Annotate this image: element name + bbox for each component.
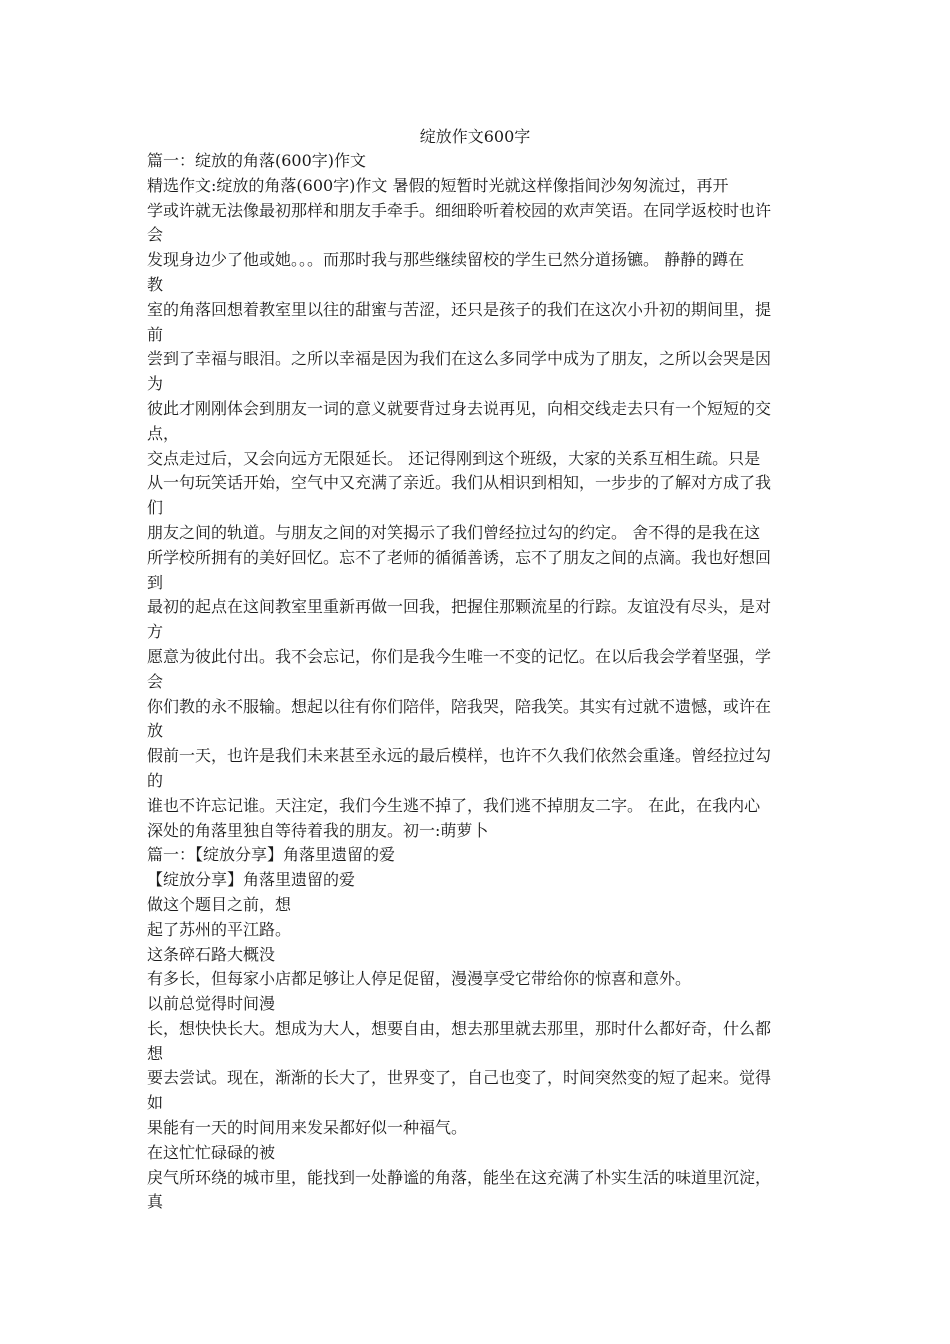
text-line: 朋友之间的轨道。与朋友之间的对笑揭示了我们曾经拉过勾的约定。 舍不得的是我在这	[147, 522, 761, 542]
text-line: 从一句玩笑话开始，空气中又充满了亲近。我们从相识到相知，一步步的了解对方成了我	[147, 473, 772, 493]
text-line: 做这个题目之前，想	[147, 894, 292, 914]
text-line: 教	[147, 274, 164, 294]
text-line: 的	[147, 770, 164, 790]
text-line: 谁也不许忘记谁。天注定，我们今生逃不掉了，我们逃不掉朋友二字。 在此，在我内心	[147, 795, 761, 815]
text-line: 为	[147, 374, 164, 394]
text-line: 前	[147, 324, 164, 344]
text-line: 假前一天，也许是我们未来甚至永远的最后模样，也许不久我们依然会重逢。曾经拉过勾	[147, 746, 772, 766]
text-line: 会	[147, 225, 164, 245]
text-line: 起了苏州的平江路。	[147, 919, 292, 939]
text-line: 篇一：【绽放分享】角落里遗留的爱	[147, 845, 396, 865]
text-line: 深处的角落里独自等待着我的朋友。初一:萌萝卜	[147, 820, 489, 840]
text-line: 到	[147, 572, 164, 592]
text-line: 学或许就无法像最初那样和朋友手牵手。细细聆听着校园的欢声笑语。在同学返校时也许	[147, 200, 772, 220]
text-line: 在这忙忙碌碌的被	[147, 1142, 276, 1162]
text-line: 交点走过后，又会向远方无限延长。 还记得刚到这个班级，大家的关系互相生疏。只是	[147, 448, 761, 468]
text-line: 果能有一天的时间用来发呆都好似一种福气。	[147, 1118, 468, 1138]
text-line: 要去尝试。现在，渐渐的长大了，世界变了，自己也变了，时间突然变的短了起来。觉得	[147, 1068, 772, 1088]
text-line: 精选作文:绽放的角落(600字)作文 暑假的短暂时光就这样像指间沙匆匆流过，再开	[147, 175, 729, 195]
text-line: 长，想快快长大。想成为大人，想要自由，想去那里就去那里，那时什么都好奇，什么都	[147, 1018, 772, 1038]
text-line: 所学校所拥有的美好回忆。忘不了老师的循循善诱，忘不了朋友之间的点滴。我也好想回	[147, 547, 772, 567]
text-line: 室的角落回想着教室里以往的甜蜜与苦涩，还只是孩子的我们在这次小升初的期间里，提	[147, 299, 772, 319]
text-line: 有多长，但每家小店都足够让人停足促留，漫漫享受它带给你的惊喜和意外。	[147, 969, 692, 989]
text-line: 真	[147, 1192, 164, 1212]
text-line: 愿意为彼此付出。我不会忘记，你们是我今生唯一不变的记忆。在以后我会学着坚强，学	[147, 646, 772, 666]
text-line: 戾气所环绕的城市里，能找到一处静谧的角落，能坐在这充满了朴实生活的味道里沉淀，	[147, 1167, 772, 1187]
text-line: 发现身边少了他或她。。。而那时我与那些继续留校的学生已然分道扬镳。 静静的蹲在	[147, 250, 745, 270]
text-line: 以前总觉得时间漫	[147, 994, 276, 1014]
text-line: 最初的起点在这间教室里重新再做一回我，把握住那颗流星的行踪。友谊没有尽头，是对	[147, 597, 772, 617]
text-line: 放	[147, 721, 164, 741]
text-line: 这条碎石路大概没	[147, 944, 276, 964]
text-line: 尝到了幸福与眼泪。之所以幸福是因为我们在这么多同学中成为了朋友，之所以会哭是因	[147, 349, 772, 369]
text-line: 点，	[147, 423, 180, 443]
text-line: 你们教的永不服输。想起以往有你们陪伴，陪我哭，陪我笑。其实有过就不遗憾，或许在	[147, 696, 772, 716]
text-line: 如	[147, 1093, 164, 1113]
text-line: 【绽放分享】角落里遗留的爱	[147, 870, 356, 890]
text-line: 想	[147, 1043, 164, 1063]
text-line: 篇一：绽放的角落(600字)作文	[147, 151, 367, 170]
text-line: 会	[147, 671, 164, 691]
text-line: 们	[147, 498, 164, 518]
text-line: 彼此才刚刚体会到朋友一词的意义就要背过身去说再见，向相交线走去只有一个短短的交	[147, 398, 772, 418]
document-body	[147, 149, 807, 1215]
document-title: 绽放作文600字	[419, 127, 531, 146]
text-line: 方	[147, 622, 164, 642]
